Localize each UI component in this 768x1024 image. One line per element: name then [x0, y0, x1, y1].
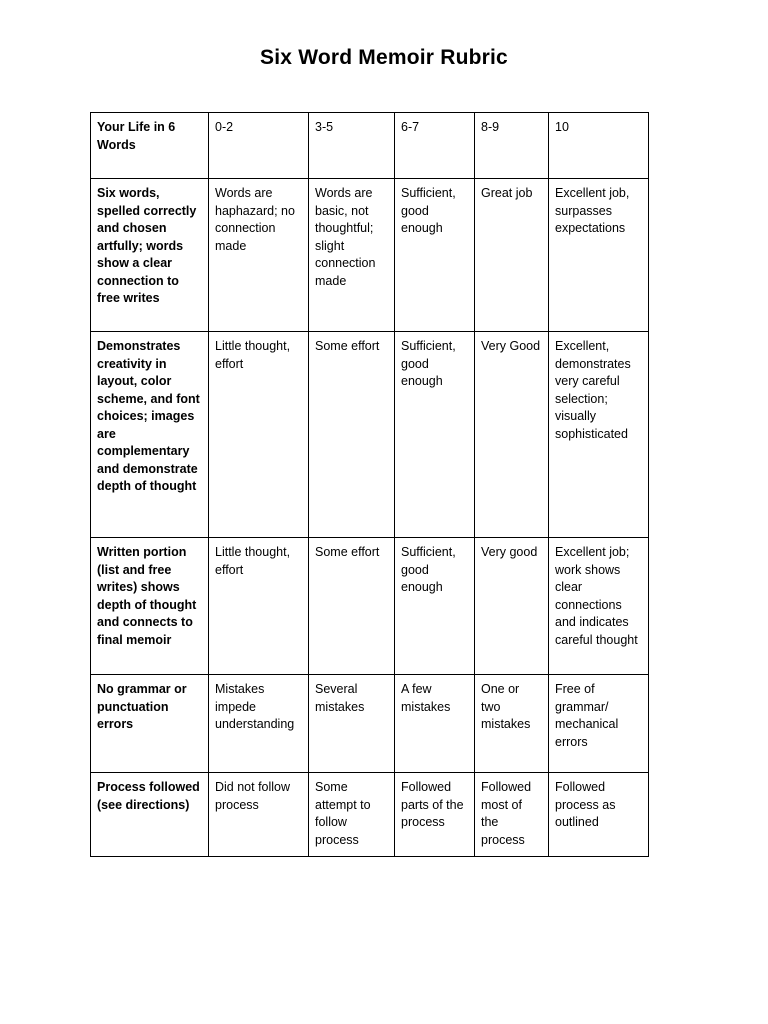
header-score-cell: 8-9 — [475, 113, 549, 179]
descriptor-cell: Mistakes impede understanding — [209, 675, 309, 773]
rubric-table — [90, 112, 649, 857]
descriptor-cell: Some effort — [309, 332, 395, 538]
criterion-cell: Written portion (list and free writes) shows depth of thought and connects to final memoir — [91, 538, 209, 675]
criterion-cell: Demonstrates creativity in layout, color scheme, and font choices; images are complementary and demonstrate depth of thought — [91, 332, 209, 538]
descriptor-cell: One or two mistakes — [475, 675, 549, 773]
criterion-cell: Process followed (see directions) — [91, 773, 209, 857]
page-title: Six Word Memoir Rubric — [260, 46, 508, 69]
table-row — [91, 538, 649, 675]
table-row — [91, 332, 649, 538]
header-score-cell: 3-5 — [309, 113, 395, 179]
descriptor-cell: Did not follow process — [209, 773, 309, 857]
descriptor-cell: Followed parts of the process — [395, 773, 475, 857]
descriptor-cell: Words are basic, not thoughtful; slight connection made — [309, 179, 395, 332]
criterion-cell: Six words, spelled correctly and chosen artfully; words show a clear connection to free writes — [91, 179, 209, 332]
header-score-cell: 10 — [549, 113, 649, 179]
descriptor-cell: Words are haphazard; no connection made — [209, 179, 309, 332]
descriptor-cell: Several mistakes — [309, 675, 395, 773]
table-row — [91, 773, 649, 857]
header-score-cell: 6-7 — [395, 113, 475, 179]
descriptor-cell: Sufficient, good enough — [395, 332, 475, 538]
criterion-cell: No grammar or punctuation errors — [91, 675, 209, 773]
descriptor-cell: Excellent, demonstrates very careful selection; visually sophisticated — [549, 332, 649, 538]
header-row — [91, 113, 649, 179]
descriptor-cell: A few mistakes — [395, 675, 475, 773]
descriptor-cell: Followed process as outlined — [549, 773, 649, 857]
descriptor-cell: Sufficient, good enough — [395, 538, 475, 675]
header-score-cell: 0-2 — [209, 113, 309, 179]
descriptor-cell: Great job — [475, 179, 549, 332]
descriptor-cell: Little thought, effort — [209, 538, 309, 675]
descriptor-cell: Some attempt to follow process — [309, 773, 395, 857]
table-row — [91, 675, 649, 773]
table-row — [91, 179, 649, 332]
descriptor-cell: Excellent job; work shows clear connections and indicates careful thought — [549, 538, 649, 675]
descriptor-cell: Very good — [475, 538, 549, 675]
descriptor-cell: Some effort — [309, 538, 395, 675]
descriptor-cell: Excellent job, surpasses expectations — [549, 179, 649, 332]
descriptor-cell: Free of grammar/ mechanical errors — [549, 675, 649, 773]
descriptor-cell: Little thought, effort — [209, 332, 309, 538]
descriptor-cell: Followed most of the process — [475, 773, 549, 857]
descriptor-cell: Sufficient, good enough — [395, 179, 475, 332]
descriptor-cell: Very Good — [475, 332, 549, 538]
header-criterion-cell: Your Life in 6 Words — [91, 113, 209, 179]
